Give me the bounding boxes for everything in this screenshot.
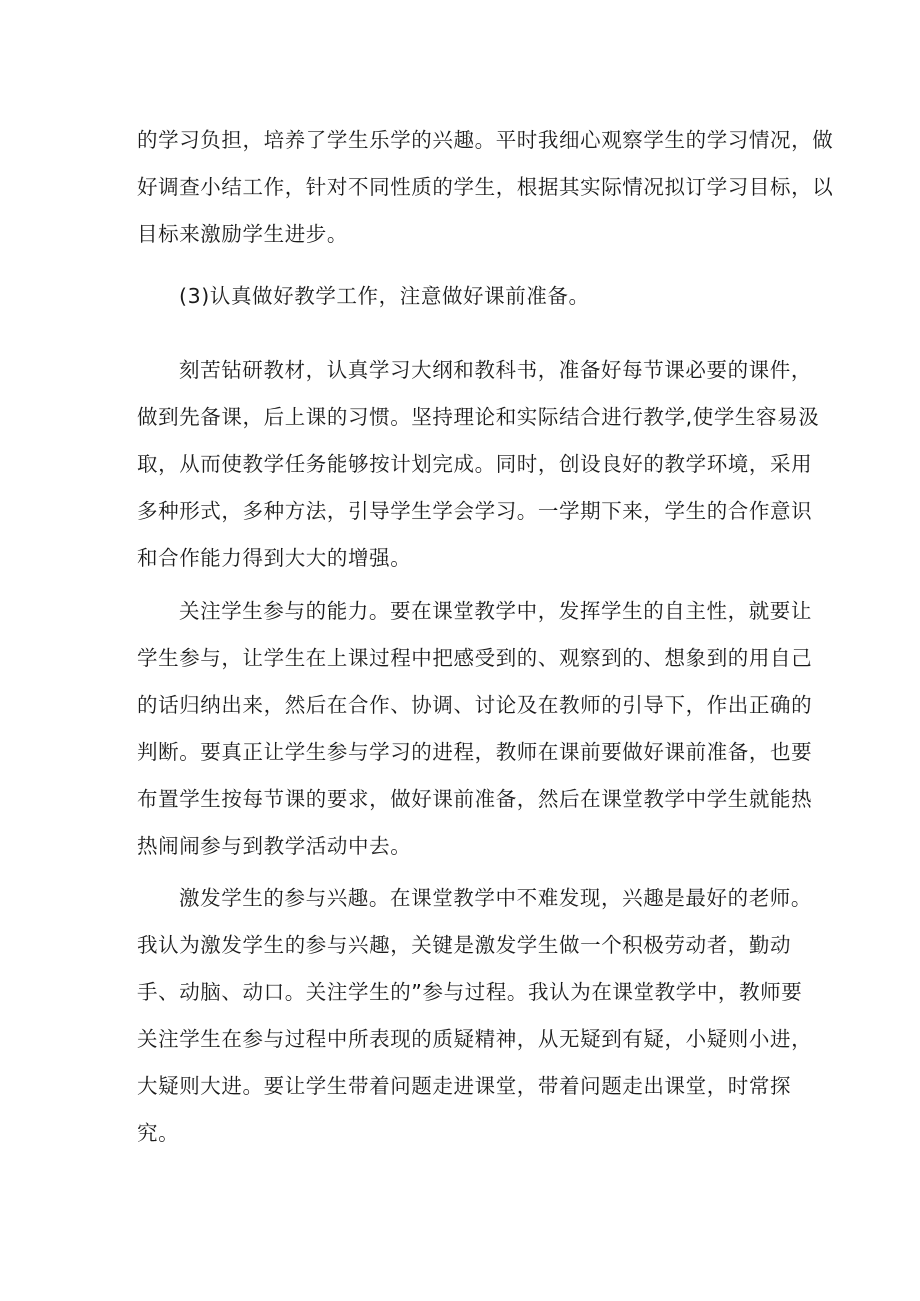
paragraph-line: 热闹闹参与到教学活动中去。 [137, 834, 412, 858]
paragraph-line: 目标来激励学生进步。 [137, 222, 348, 246]
paragraph-line: 布置学生按每节课的要求，做好课前准备，然后在课堂教学中学生就能热 [137, 787, 813, 811]
paragraph-line: 的学习负担，培养了学生乐学的兴趣。平时我细心观察学生的学习情况，做 [137, 128, 834, 152]
paragraph-line: 多种形式，多种方法，引导学生学会学习。一学期下来，学生的合作意识 [137, 499, 813, 523]
paragraph-line: 刻苦钻研教材，认真学习大纲和教科书，准备好每节课必要的课件， [179, 358, 812, 382]
paragraph-line: 激发学生的参与兴趣。在课堂教学中不难发现，兴趣是最好的老师。 [179, 886, 812, 910]
paragraph-line: 判断。要真正让学生参与学习的进程，教师在课前要做好课前准备，也要 [137, 740, 813, 764]
paragraph-line: 关注学生参与的能力。要在课堂教学中，发挥学生的自主性，就要让 [179, 599, 812, 623]
paragraph-line: 究。 [137, 1121, 180, 1145]
paragraph-line: 大疑则大进。要让学生带着问题走进课堂，带着问题走出课堂，时常探 [137, 1074, 792, 1098]
section-heading: (3)认真做好教学工作，注意做好课前准备。 [179, 284, 590, 308]
paragraph-line: 学生参与，让学生在上课过程中把感受到的、观察到的、想象到的用自己 [137, 646, 813, 670]
paragraph-line: 我认为激发学生的参与兴趣，关键是激发学生做一个积极劳动者，勤动 [137, 933, 792, 957]
paragraph-line: 做到先备课，后上课的习惯。坚持理论和实际结合进行教学,使学生容易汲 [137, 405, 820, 429]
paragraph-line: 手、动脑、动口。关注学生的”参与过程。我认为在课堂教学中，教师要 [137, 980, 803, 1004]
paragraph-line: 的话归纳出来，然后在合作、协调、讨论及在教师的引导下，作出正确的 [137, 693, 813, 717]
paragraph-line: 好调查小结工作，针对不同性质的学生，根据其实际情况拟订学习目标，以 [137, 175, 834, 199]
paragraph-line: 关注学生在参与过程中所表现的质疑精神，从无疑到有疑，小疑则小进， [137, 1027, 813, 1051]
paragraph-line: 取，从而使教学任务能够按计划完成。同时，创设良好的教学环境，采用 [137, 452, 813, 476]
paragraph-line: 和合作能力得到大大的增强。 [137, 546, 412, 570]
